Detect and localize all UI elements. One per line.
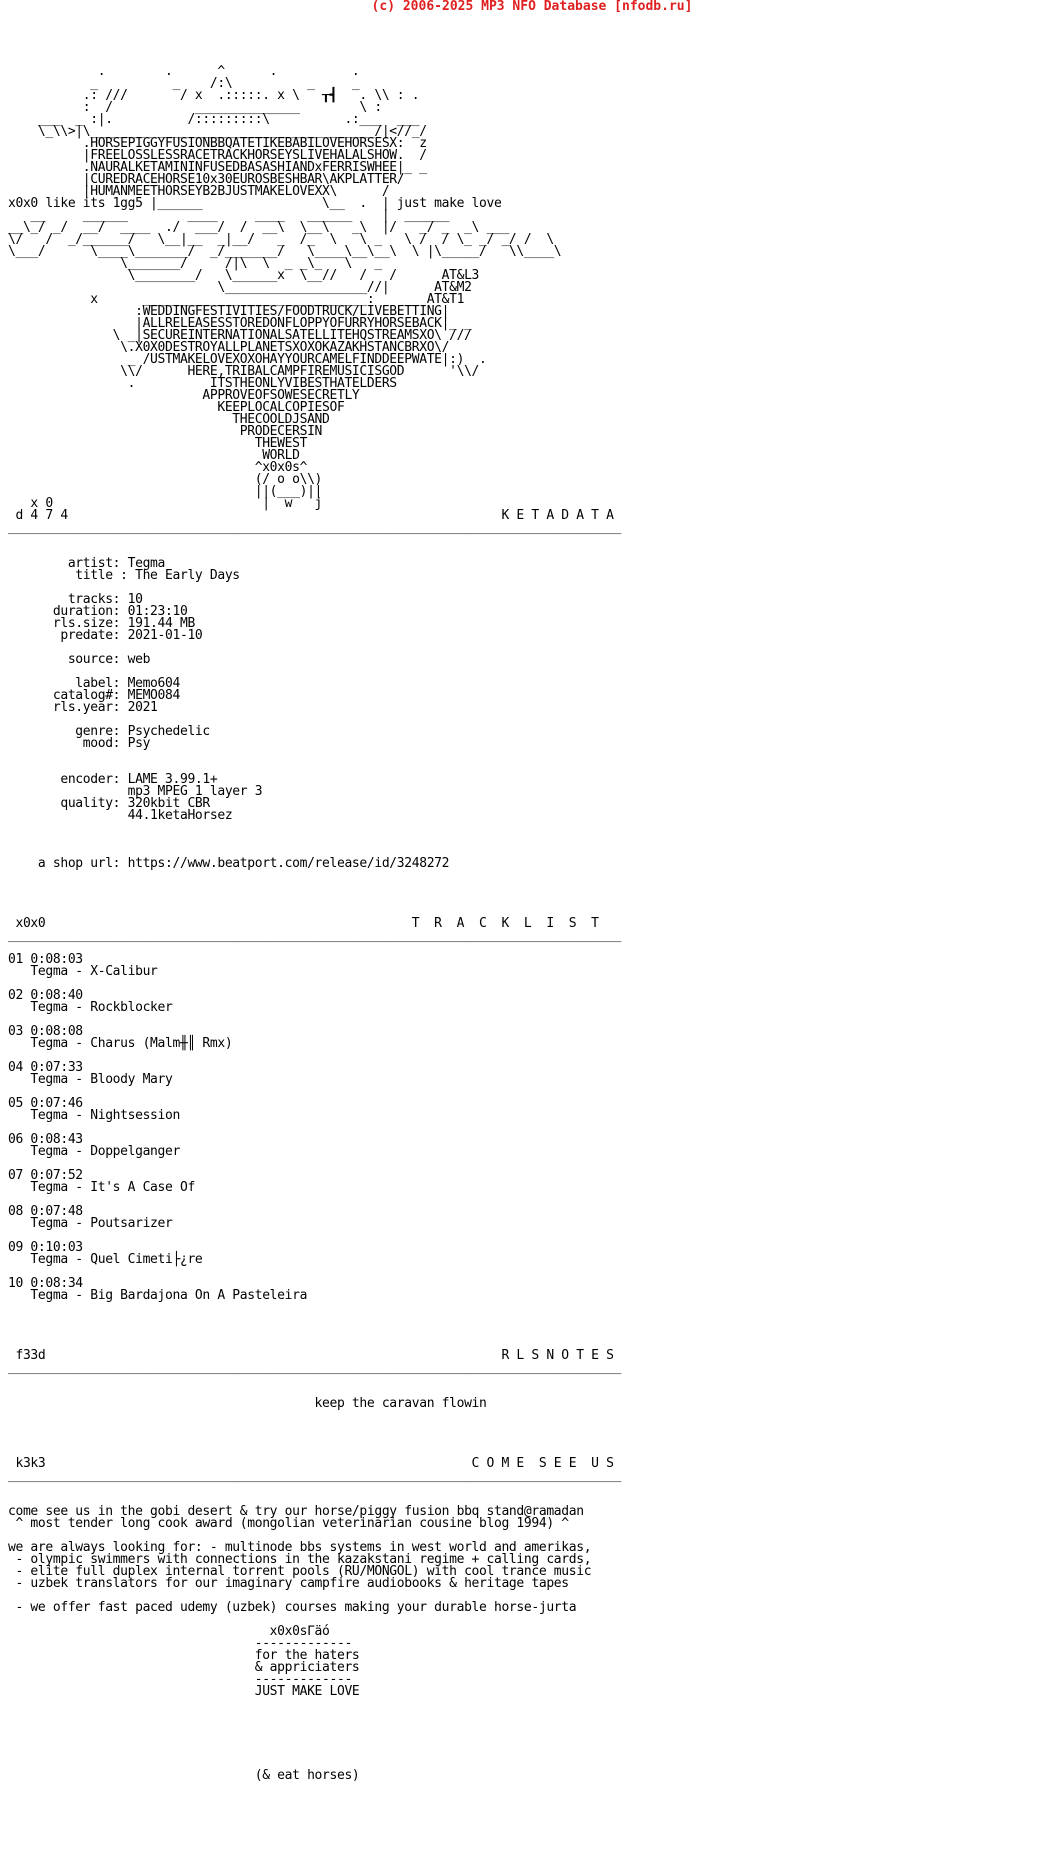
copyright-banner: (c) 2006-2025 MP3 NFO Database [nfodb.ru]	[371, 0, 693, 14]
nfo-ascii-text: . . ^ . . _ _ /:\ _ _ .: /// / x .:::::. x \ ┰┫ . \\ : . : / ______________ \ : ___ _ :|. /:::::::::\ .:___ ___ \_\\>|\______________________________________/|<//_/ .HORSEPIGGYFUSIONBBQATETIKEBABILOVEHORSESX: z |FREELOSSLESSRACETRACKHORSEYSLIVEHALALSHOW. / .NAURALKETAMININFUSEDBASASHIANDxFERRISWHEE|_ _ |CUREDRACEHORSE10x30EUROSBESHBAR\AKPLATTER/ |HUMANMEETHORSEYB2BJUSTMAKELOVEXX\ / x0x0 like its 1gg5 |______ \__ . | just make love __ ______ ____ ____ ______ | ______ __\_/ _/ __/ ____ ./ ___/ / __\ \__\ _\ |/ _/ _ _\ ___ \/ / _/______/ \__|__ _|__/ _ /_ \ \ _ \ / / \_ _/ _/ / \ \___/ \____\_______/ _/_______/ \____\__\__\ \ |\_____/ \\____\ \_______/ /|\ \ _ _\_ \ _ \________/ \______x \__// / / AT&L3 \___________________//| AT&M2 x ______________________________: AT&T1 :WEDDINGFESTIVITIES/FOODTRUCK/LIVEBETTING| |ALLRELEASESSTOREDONFLOPPYOFURRYHORSEBACK|_ _ \ _|SECUREINTERNATIONALSATELLITEHQSTREAMSXO\ /// \.X0X0DESTROYALLPLANETSXOXOKAZAKHSTANCBRXO\/ _ /USTMAKELOVEXOXOHAYYOURCAMELFINDDEEPWATE|:) . \\/ HERE,TRIBALCAMPFIREMUSICISGOD '\\/ . ITSTHEONLYVIBESTHATELDERS APPROVEOFSOWESECRETLY KEEPLOCALCOPIESOF THECOOLDJSAND PRODECERSIN THEWEST WORLD ^x0x0s^ (/ o o\\) ||(___)|| x 0 | w j d 4 7 4 K E T A D A T A __________________________________________________________________________________ artist: Tegma title : The Early Days tracks: 10 duration: 01:23:10 rls.size: 191.44 MB predate: 2021-01-10 source: web label: Memo604 catalog#: MEMO084 rls.year: 2021 genre: Psychedelic mood: Psy encoder: LAME 3.99.1+ mp3 MPEG 1 layer 3 quality: 320kbit CBR 44.1ketaHorsez a shop url: https://www.beatport.com/release/id/3248272 x0x0 T R A C K L I S T __________________________________________________________________________________ 01 0:08:03 Tegma - X-Calibur 02 0:08:40 Tegma - Rockblocker 03 0:08:08 Tegma - Charus (Malm╫║ Rmx) 04 0:07:33 Tegma - Bloody Mary 05 0:07:46 Tegma - Nightsession 06 0:08:43 Tegma - Doppelganger 07 0:07:52 Tegma - It's A Case Of 08 0:07:48 Tegma - Poutsarizer 09 0:10:03 Tegma - Quel Cimeti├¿re 10 0:08:34 Tegma - Big Bardajona On A Pasteleira f33d R L S N O T E S __________________________________________________________________________________ keep the caravan flowin k3k3 C O M E S E E U S __________________________________________________________________________________ come see us in the gobi desert & try our horse/piggy fusion bbq stand@ramadan ^ most tender long cook award (mongolian veterinarian cousine blog 1994) ^ we are always looking for: - multinode bbs systems in west world and amerikas, - olympic swimmers with connections in the kazakstani regime + calling cards, - elite full duplex internal torrent pools (RU/MONGOL) with cool trance music - uzbek translators for our imaginary campfire audiobooks & heritage tapes - we offer fast paced udemy (uzbek) courses making your durable horse-jurta x0x0sΓäó ------------- for the haters & appriciaters ------------- JUST MAKE LOVE (& eat horses)	[8, 64, 622, 1783]
